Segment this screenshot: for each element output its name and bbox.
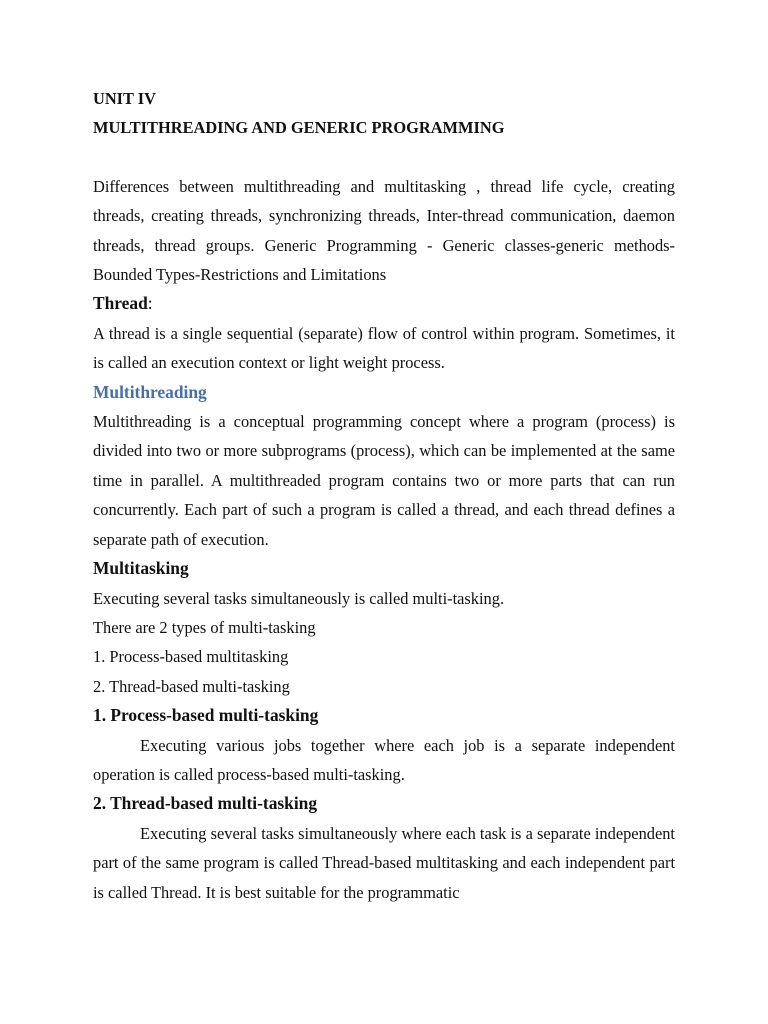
multitasking-heading: Multitasking — [93, 558, 189, 579]
multithreading-heading: Multithreading — [93, 381, 207, 402]
thread-paragraph: A thread is a single sequential (separate) flow of control within program. Sometimes, it is called an execution context or light weight process. — [93, 323, 675, 373]
syllabus-paragraph: Differences between multithreading and multitasking , thread life cycle, creating threads, creating threads, synchronizing threads, Inter-thread communication, daemon threads, thread groups. Generic Programming - Generic classes-generic methods-Bounded Types-Restrictions and Limitations — [93, 176, 675, 285]
multitasking-type-2: 2. Thread-based multi-tasking — [93, 676, 290, 696]
process-based-paragraph: Executing various jobs together where each job is a separate independent operation is called process-based multi-tasking. — [93, 735, 675, 784]
multitasking-type-1: 1. Process-based multitasking — [93, 647, 289, 667]
thread-heading-text: Thread — [93, 293, 148, 314]
unit-title: UNIT IV — [93, 89, 157, 108]
thread-based-heading: 2. Thread-based multi-tasking — [93, 793, 318, 814]
document-content — [93, 84, 675, 907]
thread-based-paragraph: Executing several tasks simultaneously where each task is a separate independent part of the same program is called Thread-based multitasking and each independent part is called Thread. It is best suitable for the programmatic — [93, 823, 675, 902]
main-title: MULTITHREADING AND GENERIC PROGRAMMING — [93, 118, 505, 138]
thread-heading — [93, 289, 675, 318]
multitasking-types-intro: There are 2 types of multi-tasking — [93, 617, 316, 637]
process-based-heading: 1. Process-based multi-tasking — [93, 705, 319, 726]
multitasking-definition: Executing several tasks simultaneously is called multi-tasking. — [93, 588, 505, 608]
thread-heading-colon: : — [147, 293, 153, 314]
multithreading-paragraph: Multithreading is a conceptual programming concept where a program (process) is divided into two or more subprograms (process), which can be implemented at the same time in parallel. A multithreaded program contains two or more parts that can run concurrently. Each part of such a program is called a thread, and each thread defines a separate path of execution. — [93, 412, 675, 549]
